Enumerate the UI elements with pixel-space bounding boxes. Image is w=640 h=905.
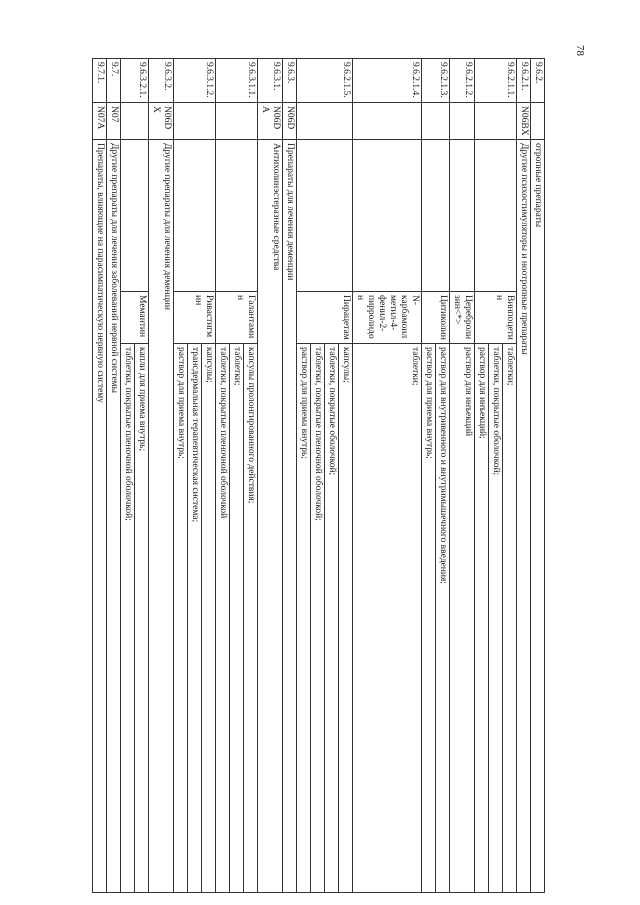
- dosage-form: таблетки, покрытые пленочной оболочкой: [216, 344, 230, 893]
- row-number: 9.6.2.1.5.: [297, 59, 353, 103]
- table-row: [531, 59, 545, 893]
- group-name: [450, 140, 475, 292]
- rotated-page-content: [95, 58, 545, 893]
- table-row: [107, 59, 121, 893]
- table-row: [244, 59, 258, 893]
- atc-code: N06BX: [517, 103, 531, 140]
- atc-code: N06D: [283, 103, 297, 140]
- dosage-form: трансдермальная терапевтическая система;: [188, 344, 202, 893]
- drug-list-table: [92, 58, 545, 893]
- atc-code: [216, 103, 258, 140]
- row-number: 9.6.3.1.2.: [174, 59, 216, 103]
- row-number: 9.6.3.: [283, 59, 297, 103]
- dosage-form: раствор для инъекций: [450, 344, 475, 893]
- dosage-form: раствор для инъекций;: [475, 344, 489, 893]
- drug-name: Галантамин: [216, 292, 258, 344]
- atc-code: [297, 103, 353, 140]
- dosage-form: раствор для приема внутрь;: [422, 344, 436, 893]
- atc-code: N07: [107, 103, 121, 140]
- dosage-form: таблетки, покрытые оболочкой;: [325, 344, 339, 893]
- row-number: 9.6.2.1.2.: [450, 59, 475, 103]
- group-name: [422, 140, 450, 292]
- group-name: Другие препараты для лечения деменции: [149, 140, 174, 893]
- group-name: Антихолинэстеразные средства: [258, 140, 283, 893]
- atc-code: [174, 103, 216, 140]
- dosage-form: таблетки;: [230, 344, 244, 893]
- row-number: 9.6.2.1.: [517, 59, 531, 103]
- group-name: [174, 140, 216, 292]
- group-name: [297, 140, 353, 292]
- table-row: [149, 59, 174, 893]
- atc-code: [450, 103, 475, 140]
- group-name: [475, 140, 517, 292]
- row-number: 9.6.3.2.1.: [121, 59, 149, 103]
- group-name: [121, 140, 149, 292]
- table-row: [93, 59, 107, 893]
- row-number: 9.6.3.1.1.: [216, 59, 258, 103]
- row-number: 9.6.2.: [531, 59, 545, 103]
- dosage-form: капсулы;: [339, 344, 353, 893]
- drug-list-body: [93, 59, 545, 893]
- atc-code: N06DA: [258, 103, 283, 140]
- row-number: 9.7.1.: [93, 59, 107, 103]
- atc-code: N06DX: [149, 103, 174, 140]
- dosage-form: таблетки;: [353, 344, 422, 893]
- drug-name: N-карбамоилметил-4-фенил-2-пирролидон: [353, 292, 422, 344]
- row-number: 9.6.2.1.3.: [422, 59, 450, 103]
- table-row: [258, 59, 283, 893]
- dosage-form: таблетки;: [503, 344, 517, 893]
- dosage-form: капсулы пролонгированного действия;: [244, 344, 258, 893]
- table-row: [135, 59, 149, 893]
- drug-name: Винпоцетин: [475, 292, 517, 344]
- group-name: [216, 140, 258, 292]
- group-name: Другие психостимуляторы и ноотропные препараты: [517, 140, 531, 893]
- row-number: 9.6.3.2.: [149, 59, 174, 103]
- group-name: Препараты для лечения деменции: [283, 140, 297, 893]
- table-row: [353, 59, 422, 893]
- dosage-form: раствор для внутривенного и внутримышечного введения;: [436, 344, 450, 893]
- page-number: 78: [574, 45, 586, 56]
- dosage-form: таблетки, покрытые пленочной оболочкой;: [121, 344, 135, 893]
- atc-code: [353, 103, 422, 140]
- dosage-form: капли для приема внутрь;: [135, 344, 149, 893]
- atc-code: N07A: [93, 103, 107, 140]
- group-name: отропные препараты: [531, 140, 545, 893]
- drug-name: Пирацетам: [297, 292, 353, 344]
- drug-name: Мемантин: [121, 292, 149, 344]
- row-number: 9.7.: [107, 59, 121, 103]
- table-row: [202, 59, 216, 893]
- group-name: Другие препараты для лечения заболеваний нервной системы: [107, 140, 121, 893]
- atc-code: [422, 103, 450, 140]
- atc-code: [121, 103, 149, 140]
- drug-name: Цитиколин: [422, 292, 450, 344]
- atc-code: [475, 103, 517, 140]
- table-row: [339, 59, 353, 893]
- row-number: 9.6.2.1.4.: [353, 59, 422, 103]
- dosage-form: таблетки, покрытые пленочной оболочкой;: [311, 344, 325, 893]
- table-row: [283, 59, 297, 893]
- atc-code: [531, 103, 545, 140]
- table-row: [503, 59, 517, 893]
- group-name: [353, 140, 422, 292]
- drug-name: Ривастигмин: [174, 292, 216, 344]
- dosage-form: раствор для приема внутрь;: [174, 344, 188, 893]
- dosage-form: таблетки, покрытые оболочкой;: [489, 344, 503, 893]
- table-row: [436, 59, 450, 893]
- dosage-form: раствор для приема внутрь;: [297, 344, 311, 893]
- dosage-form: капсулы;: [202, 344, 216, 893]
- table-row: [517, 59, 531, 893]
- row-number: 9.6.3.1.: [258, 59, 283, 103]
- row-number: 9.6.2.1.1.: [475, 59, 517, 103]
- drug-name: Церебролизин<*>: [450, 292, 475, 344]
- group-name: Препараты, влияющие на парасимпатическую нервную систему: [93, 140, 107, 893]
- table-row: [450, 59, 475, 893]
